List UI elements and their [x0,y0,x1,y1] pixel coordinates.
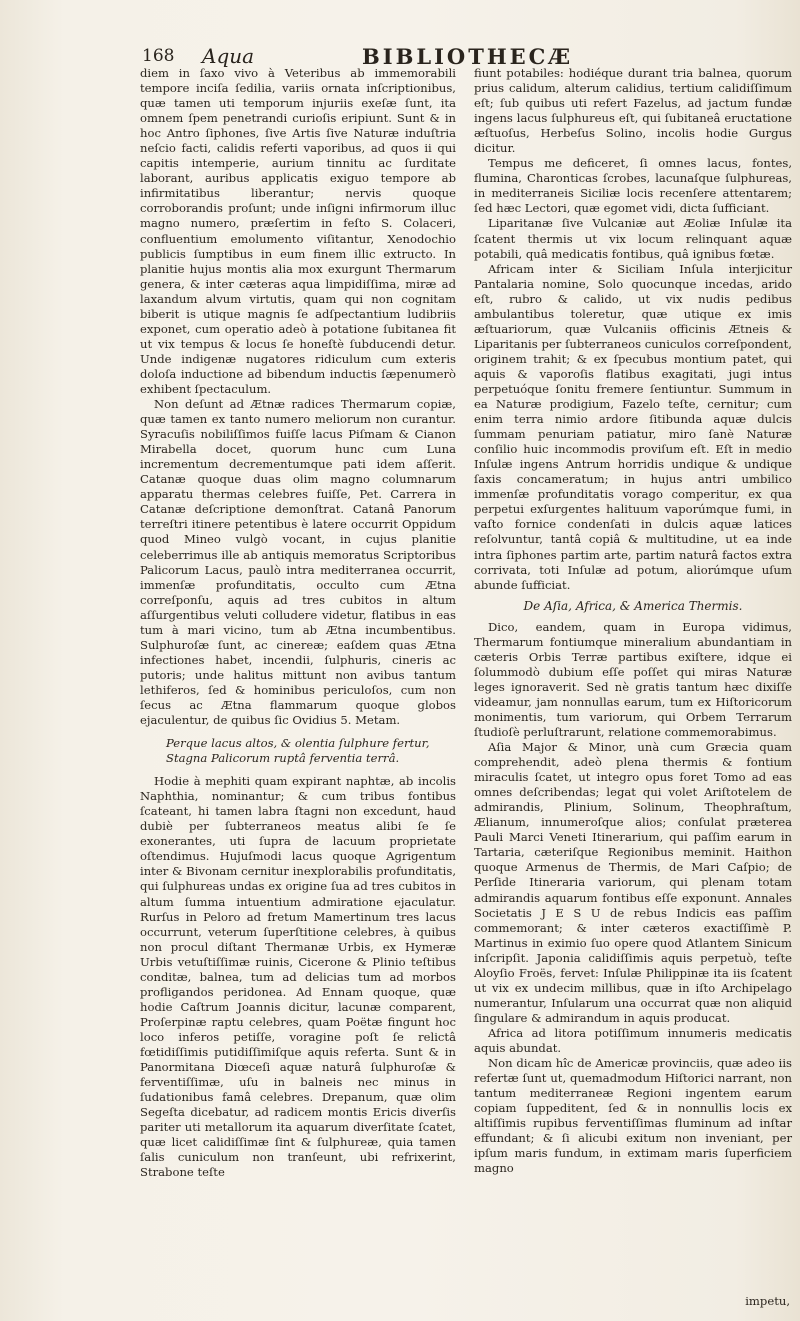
verse-line: Perque lacus altos, & olentia ſulphure fertur, [166,736,430,751]
page-number: 168 [142,46,175,66]
paragraph: Africa ad litora potiſſimum innumeris medicatis aquis abundat. [474,1025,792,1055]
catchword: impetu, [745,1294,790,1308]
verse-line: Stagna Palicorum ruptâ ferventia terrâ. [166,751,400,766]
section-heading: De Aſia, Africa, & America Thermis. [523,598,743,613]
paragraph: Non deſunt ad Ætnæ radices Thermarum copiæ, quæ tamen ex tanto numero meliorum non curantur. Syracuſis nobiliſſimos fuiſſe lacus Piſmam & Cianon Mirabella docet, quorum hunc cum Luna incrementum decrementumque pati idem aſſerit. Catanæ quoque duas olim magno columnarum apparatu thermas celebres fuiſſe, Pet. Carrera in Catanæ deſcriptione demonſtrat. Catanâ Panorum terreſtri itinere petentibus è latere occurrit Oppidum quod Mineo vulgò vocant, in cujus planitie celeberrimus ille ab antiquis memoratus Scriptoribus Palicorum Lacus, paulò intra mediterranea occurrit, immenſæ profunditatis, occulto cum Ætna correſponſu, aquis ad tres cubitos in altum aſſurgentibus veluti colludere videtur, flatibus in eas tum à mari vicino, tum ab Ætna incumbentibus. Sulphuroſæ ſunt, ac cinereæ; eaſdem quas Ætna infectiones habet, incendii, ſulphuris, cineris ac putoris; unde halitus mittunt non avibus tantum lethiferos, ſed & hominibus periculoſos, cum non ſecus ac Ætna flammarum quoque globos ejaculentur, de quibus ſic Ovidius 5. Metam. [140,397,456,728]
right-column [474,66,792,1176]
left-column [140,66,456,1180]
paragraph: Dico, eandem, quam in Europa vidimus, Thermarum fontiumque mineralium abundantiam in cæteris Orbis Terræ partibus exiſtere, idque ei ſolummodò dubium eſſe poſſet qui miras Naturæ leges ignoraverit. Sed nè gratis tantum hæc dixiſſe videamur, jam nonnullas earum, tum ex Hiſtoricorum monimentis, tum variorum, qui Orbem Terrarum ſtudioſè perluſtrarunt, relatione commemorabimus. [474,619,792,740]
running-head: Aqua [202,44,255,68]
paragraph: diem in ſaxo vivo à Veteribus ab immemorabili tempore inciſa ſedilia, variis ornata inſcriptionibus, quæ tamen uti temporum injuriis exeſæ ſunt, ita omnem ſpem penetrandi curioſis eripiunt. Sunt & in hoc Antro ſiphones, ſive Artis ſive Naturæ induſtria neſcio facti, calidis referti vaporibus, ad quos ii qui capitis intemperie, aurium tinnitu ac ſurditate laborant, auribus applicatis exiguo tempore ab infirmitatibus liberantur; nervis quoque corroborandis proſunt; unde inſigni infirmorum illuc magno numero, præſertim in feſto S. Colaceri, confluentium emolumento viſitantur, Xenodochio publicis ſumptibus in eum finem illic extructo. In planitie hujus montis alia mox exurgunt Thermarum genera, & inter cæteras aqua limpidiſſima, miræ ad laxandum alvum virtutis, quam qui non cognitam biberit is utique magnis ſe adſpectantium ludibriis exponet, cum operatio adeò à potatione ſubitanea fit ut vix tempus & locus ſe honeſtè ſubducendi detur. Unde indigenæ nugatores ridiculum cum exteris doloſa inductione ad bibendum inductis ſæpenumerò exhibent ſpectaculum. [140,66,456,396]
paragraph: Tempus me deficeret, ſi omnes lacus, fontes, flumina, Charonticas ſcrobes, lacunaſque ſulphureas, in mediterraneis Siciliæ locis recenſere attentarem; ſed hæc Lectori, quæ egomet vidi, dicta ſufficiant. [474,156,792,216]
paragraph: fiunt potabiles: hodiéque durant tria balnea, quorum prius calidum, alterum calidius, tertium calidiſſimum eſt; ſub quibus uti refert Fazelus, ad jactum fundæ ingens lacus ſulphureus eſt, qui ſubitaneâ eructatione æſtuoſus, Herbeſus Solino, incolis hodie Gurgus dicitur. [474,66,792,156]
paragraph: Liparitanæ ſive Vulcaniæ aut Æoliæ Inſulæ ita ſcatent thermis ut vix locum relinquant aquæ potabili, quâ medicatis fontibus, quâ ignibus fœtæ. [474,216,792,261]
paragraph: Africam inter & Siciliam Inſula interjicitur Pantalaria nomine, Solo quocunque incedas, arido eſt, rubro & calido, ut vix nudis pedibus ambulantibus toleretur, quæ utique ex imis æſtuariorum, quæ Vulcaniis officinis Ætneis & Liparitanis per ſubterraneos cuniculos correſpondent, originem trahit; & ex ſpecubus montium patet, qui aquis & vaporoſis flatibus exagitati, jugi intus perpetuóque ſonitu fremere ſentiuntur. Summum in ea Naturæ prodigium, Fazelo teſte, cernitur; cum enim terra nimio ardore ſitibunda aquæ dulcis ſummam penuriam patiatur, miro ſanè Naturæ conſilio huic incommodis proviſum eſt. Eſt in medio Inſulæ ingens Antrum horridis undique & undique ſaxis concameratum; in hujus antri umbilico immenſæ profunditatis vorago comperitur, ex qua perpetui exſurgentes halituum vaporúmque fumi, in vaſto fornice condenſati in dulcis aquæ latices reſolvuntur, tantâ copiâ & multitudine, ut ea inde intra ſiphones partim arte, partim naturâ factos extra corrivata, toti Inſulæ ad potum, aliorúmque uſum abunde ſufficiat. [474,261,792,592]
paragraph: Hodie à mephiti quam expirant naphtæ, ab incolis Naphthia, nominantur; & cum tribus fontibus ſcateant, hi tamen labra ſtagni non excedunt, haud dubiè per ſubterraneos meatus alibi ſe ſe exonerantes, uti ſupra de lacuum proprietate oſtendimus. Hujuſmodi lacus quoque Agrigentum inter & Bivonam cernitur inexplorabilis profunditatis, qui ſulphureas undas ex origine ſua ad tres cubitos in altum ſumma intuentium admiratione ejaculatur. Rurſus in Peloro ad fretum Mamertinum tres lacus occurrunt, veterum ſuperſtitione celebres, à quibus non procul diſtant Thermanæ Urbis, ex Hymeræ Urbis vetuſtiſſimæ ruinis, Cicerone & Plinio teſtibus conditæ, balnea, tum ad delicias tum ad morbos profligandos peridonea. Ad Ennam quoque, quæ hodie Caſtrum Joannis dicitur, lacunæ comparent, Proſerpinæ raptu celebres, quam Poëtæ fingunt hoc loco inferos petiſſe, voragine poſt ſe relictâ fœtidiſſimis putidiſſimiſque aquis referta. Sunt & in Panormitana Diœceſi aquæ naturâ ſulphuroſæ & ferventiſſimæ, uſu in balneis nec minus in ſudationibus famâ celebres. Drepanum, quæ olim Segeſta dicebatur, ad radicem montis Ericis diverſis pariter uti metallorum ita aquarum diverſitate ſcatet, quæ licet calidiſſimæ ſint & ſulphureæ, quia tamen ſalis cuniculum non tranſeunt, ubi refrixerint, Strabone teſte [140,774,456,1180]
page-title: BIBLIOTHECÆ [362,44,574,69]
paragraph: Non dicam hîc de Americæ provinciis, quæ adeo iis refertæ ſunt ut, quemadmodum Hiſtorici narrant, non tantum mediterraneæ Regioni ingentem earum copiam ſuppeditent, ſed & in nonnullis locis ex altiſſimis rupibus ferventiſſimas fluminum ad inſtar effundant; & ſi alicubi exitum non inveniant, per ipſum maris fundum, in extimam maris ſuperficiem magno [474,1056,792,1176]
paragraph: Aſia Major & Minor, unà cum Græcia quam comprehendit, adeò plena thermis & fontium miraculis ſcatet, ut integro opus foret Tomo ad eas omnes deſcribendas; legat qui volet Ariſtotelem de admirandis, Plinium, Solinum, Theophraſtum, Ælianum, innumeroſque alios; conſulat præterea Pauli Marci Veneti Itinerarium, qui paſſim earum in Tartaria, cæteriſque Regionibus meminit. Haithon quoque Armenus de Thermis, de Mari Caſpio; de Perſide Itineraria variorum, qui plenam totam admirandis aquarum fontibus eſſe exponunt. Annales Societatis J E S U de rebus Indicis eas paſſim commemorant; & inter cæteros exactiſſimè P. Martinus in eximio ſuo opere quod Atlantem Sinicum inſcripſit. Japonia calidiſſimis aquis perpetuò, teſte Aloyſio Froës, fervet: Inſulæ Philippinæ ita iis ſcatent ut vix ex undecim millibus, quæ in iſto Archipelago numerantur, Inſularum una occurrat quæ non aliquid ſingulare & admirandum in aquis producat. [474,740,792,1025]
